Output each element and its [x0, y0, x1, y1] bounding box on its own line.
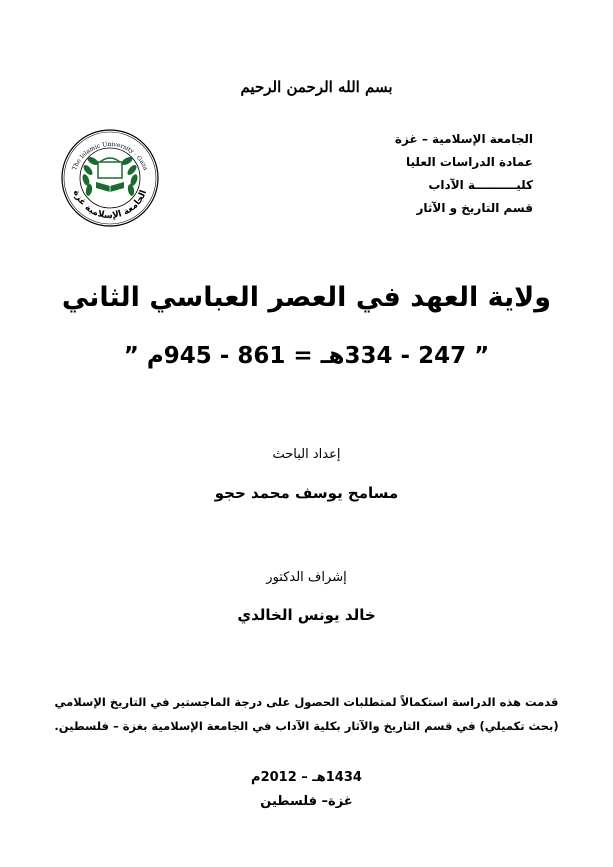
statement-line-2: (بحث تكميلي) في قسم التاريخ والآثار بكلية الآداب في الجامعة الإسلامية بغزة – فلسطين.	[54, 719, 559, 733]
statement-line-1: قدمت هذه الدراسة استكمالاً لمتطلبات الحصول على درجة الماجستير في التاريخ الإسلامي	[54, 695, 559, 709]
seal-english-text: The Islamic University · Gaza	[71, 140, 149, 172]
thesis-title: ولاية العهد في العصر العباسي الثاني	[61, 282, 552, 313]
deanship-name: عمادة الدراسات العليا	[406, 155, 533, 169]
svg-text:The Islamic University · Gaza	[71, 141, 149, 172]
footer-place: غزة– فلسطين	[260, 794, 353, 809]
supervisor-name: خالد يونس الخالدي	[237, 606, 376, 624]
svg-text:الجامعة الإسلامية غزة	[71, 189, 149, 221]
faculty-name: كليــــــــــة الآداب	[428, 178, 533, 192]
university-name: الجامعة الإسلامية – غزة	[394, 132, 533, 146]
researcher-label: إعداد الباحث	[272, 447, 341, 462]
supervisor-label: إشراف الدكتور	[266, 570, 347, 585]
submission-statement	[0, 690, 613, 738]
basmala: بسم الله الرحمن الرحيم	[240, 78, 393, 96]
department-name: قسم التاريخ و الآثار	[416, 201, 533, 215]
thesis-dates: ” 247 - 334هـ = 861 - 945م ”	[123, 343, 490, 369]
footer-year: 1434هـ – 2012م	[251, 770, 362, 785]
seal-arabic-text: الجامعة الإسلامية غزة	[70, 188, 150, 222]
university-seal-icon	[60, 128, 160, 228]
institution-header	[333, 128, 533, 220]
researcher-name: مسامح يوسف محمد حجو	[214, 484, 399, 502]
